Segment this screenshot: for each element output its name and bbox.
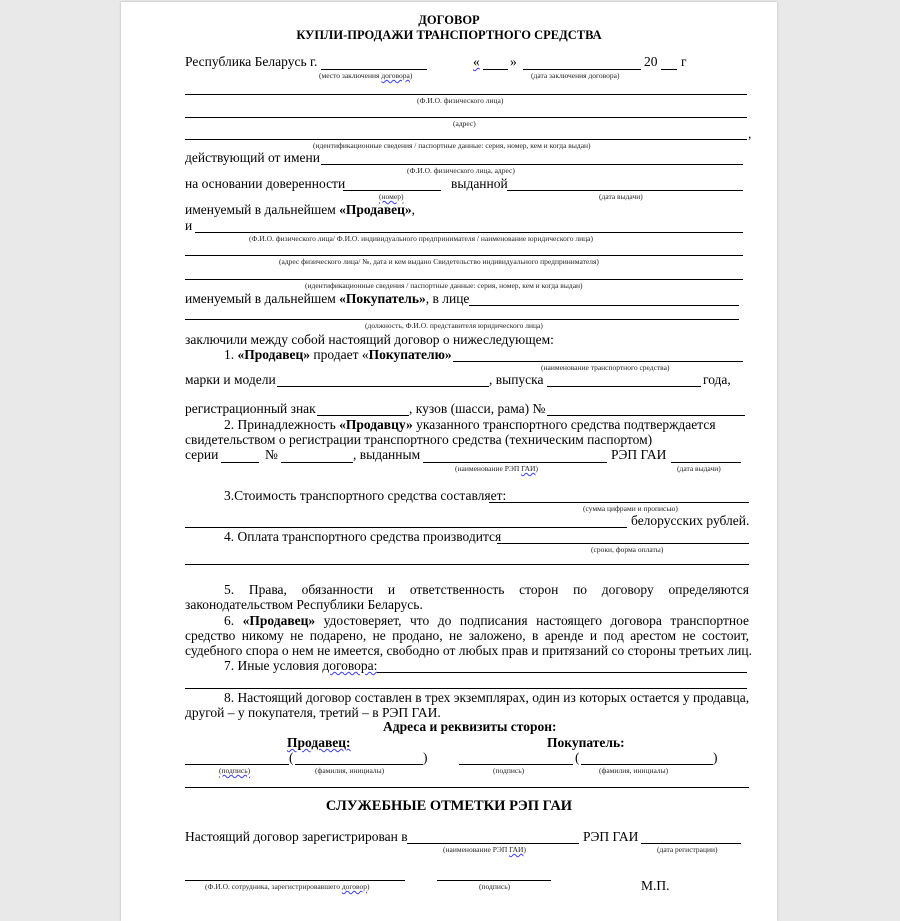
- clause5-line1: 5. Права, обязанности и ответственность сторон по договору определяются: [224, 582, 749, 597]
- hint-sum: (сумма цифрами и прописью): [583, 504, 678, 513]
- seller-signature-field[interactable]: [185, 764, 289, 765]
- intro-text: заключили между собой настоящий договор о нижеследующем:: [185, 332, 554, 347]
- buyer-address-field[interactable]: [185, 255, 743, 256]
- body-number-field[interactable]: [547, 415, 745, 416]
- cert-num-label: №: [265, 447, 278, 462]
- clause2-line2: свидетельством о регистрации транспортного средства (техническим паспортом): [185, 432, 653, 447]
- price-field-2[interactable]: [185, 527, 627, 528]
- reg-rep-field[interactable]: [407, 843, 579, 844]
- acting-label: действующий от имени: [185, 150, 320, 165]
- year-suffix: г: [681, 54, 687, 69]
- hint-buyer-ident: (идентификационные сведения / паспортные данные: серия, номер, кем и когда выдан): [305, 281, 583, 290]
- seller-hereinafter: именуемый в дальнейшем «Продавец»,: [185, 202, 416, 217]
- seller-fio-field[interactable]: [185, 94, 747, 95]
- employee-sign-field[interactable]: [437, 880, 551, 881]
- buyer-name-field[interactable]: [581, 764, 713, 765]
- rep-label: РЭП ГАИ: [611, 447, 667, 462]
- hint-buyer-position: (должность, Ф.И.О. представителя юридического лица): [365, 321, 543, 330]
- rep-name-field[interactable]: [423, 462, 607, 463]
- buyer-signature-field[interactable]: [459, 764, 573, 765]
- hint-seller-ident: (идентификационные сведения / паспортные данные: серия, номер, кем и когда выдан): [313, 141, 591, 150]
- hint-vehicle-name: (наименование транспортного средства): [541, 363, 670, 372]
- section-divider: [185, 787, 749, 788]
- acting-field[interactable]: [321, 164, 743, 165]
- seller-label: Продавец:: [287, 735, 351, 750]
- and-label: и: [185, 218, 193, 233]
- other-terms-field-2[interactable]: [185, 688, 747, 689]
- hint-buyer-name: (фамилия, инициалы): [599, 766, 669, 775]
- hint-rep-name: (наименование РЭП ГАИ): [455, 464, 538, 473]
- clause3-text: 3.Стоимость транспортного средства составляет:: [224, 488, 507, 503]
- clause5-line2: законодательством Республики Беларусь.: [185, 597, 423, 612]
- document-page: [121, 2, 777, 921]
- clause4-text: 4. Оплата транспортного средства производится: [224, 529, 502, 544]
- doc-title: ДОГОВОР: [418, 13, 480, 27]
- seller-paren-open: (: [289, 750, 294, 765]
- quote-open: «: [473, 54, 480, 69]
- proxy-issued-label: выданной: [451, 176, 508, 191]
- hint-buyer-sign: (подпись): [493, 766, 525, 775]
- hint-cert-date: (дата выдачи): [677, 464, 721, 473]
- place-field[interactable]: [321, 69, 427, 70]
- buyer-rep-field-2[interactable]: [185, 319, 739, 320]
- hint-seller-name: (фамилия, инициалы): [315, 766, 385, 775]
- reg-sign-field[interactable]: [317, 415, 409, 416]
- day-field[interactable]: [483, 69, 508, 70]
- month-field[interactable]: [523, 69, 641, 70]
- hint-buyer-fio: (Ф.И.О. физического лица/ Ф.И.О. индивидуального предпринимателя / наименование юридического лица): [249, 234, 593, 243]
- other-terms-field[interactable]: [377, 672, 747, 673]
- hint-buyer-address: (адрес физического лица/ №, дата и кем выдано Свидетельство индивидуального предпринимателя): [279, 257, 599, 266]
- reg-sign-label: регистрационный знак: [185, 401, 316, 416]
- buyer-paren-close: ): [713, 750, 718, 765]
- clause1-text: 1. «Продавец» продает «Покупателю»: [224, 347, 452, 362]
- vehicle-name-field[interactable]: [453, 361, 743, 362]
- clause7-text: 7. Иные условия договора:: [224, 658, 378, 673]
- hint-employee: (Ф.И.О. сотрудника, зарегистрировавшего договор): [205, 882, 370, 891]
- stamp-label: М.П.: [641, 878, 670, 893]
- service-rep-label: РЭП ГАИ: [583, 829, 639, 844]
- proxy-label: на основании доверенности: [185, 176, 346, 191]
- hint-employee-sign: (подпись): [479, 882, 511, 891]
- place-prefix: Республика Беларусь г.: [185, 54, 318, 69]
- year-prefix: 20: [644, 54, 658, 69]
- year-suffix-label: года,: [703, 372, 731, 387]
- body-label: , кузов (шасси, рама) №: [409, 401, 546, 416]
- cert-date-field[interactable]: [671, 462, 741, 463]
- proxy-number-field[interactable]: [343, 190, 441, 191]
- cert-number-field[interactable]: [281, 462, 353, 463]
- proxy-date-field[interactable]: [507, 190, 743, 191]
- clause6-line2: средство никому не подарено, не продано, не заложено, в аренде и под арестом не состоит,: [185, 628, 749, 643]
- buyer-hereinafter: именуемый в дальнейшем «Покупатель», в лице: [185, 291, 470, 306]
- payment-field[interactable]: [497, 543, 749, 544]
- buyer-paren-open: (: [575, 750, 580, 765]
- hint-seller-sign: (подпись): [219, 766, 251, 775]
- hint-reg-date: (дата регистрации): [657, 845, 718, 854]
- hint-seller-fio: (Ф.И.О. физического лица): [417, 96, 504, 105]
- payment-field-2[interactable]: [185, 564, 749, 565]
- employee-field[interactable]: [185, 880, 405, 881]
- buyer-ident-field[interactable]: [185, 279, 743, 280]
- hint-terms: (сроки, форма оплаты): [591, 545, 664, 554]
- clause8-line1: 8. Настоящий договор составлен в трех экземплярах, один из которых остается у продавца,: [224, 690, 750, 705]
- year-field[interactable]: [661, 69, 677, 70]
- year-label: , выпуска: [489, 372, 544, 387]
- buyer-fio-field[interactable]: [195, 232, 743, 233]
- hint-seller-address: (адрес): [453, 119, 476, 128]
- buyer-rep-field[interactable]: [469, 305, 739, 306]
- hint-date: (дата заключения договора): [531, 71, 620, 80]
- price-field[interactable]: [489, 502, 749, 503]
- seller-address-field[interactable]: [185, 117, 747, 118]
- seller-paren-close: ): [423, 750, 428, 765]
- doc-subtitle: КУПЛИ-ПРОДАЖИ ТРАНСПОРТНОГО СРЕДСТВА: [296, 28, 602, 42]
- registered-label: Настоящий договор зарегистрирован в: [185, 829, 408, 844]
- clause8-line2: другой – у покупателя, третий – в РЭП ГАИ.: [185, 705, 441, 720]
- series-field[interactable]: [221, 462, 259, 463]
- hint-place: (место заключения договора): [319, 71, 413, 80]
- seller-ident-comma: ,: [748, 126, 752, 141]
- reg-date-field[interactable]: [641, 843, 741, 844]
- seller-ident-field[interactable]: [185, 139, 747, 140]
- hint-fio-addr: (Ф.И.О. физического лица, адрес): [407, 166, 515, 175]
- clause2-line1: 2. Принадлежность «Продавцу» указанного транспортного средства подтверждается: [224, 417, 716, 432]
- series-label: серии: [185, 447, 219, 462]
- clause6-line1: 6. «Продавец» удостоверяет, что до подписания настоящего договора транспортное: [224, 613, 750, 628]
- make-label: марки и модели: [185, 372, 276, 387]
- hint-proxy-number: (номер): [379, 192, 404, 201]
- service-heading: СЛУЖЕБНЫЕ ОТМЕТКИ РЭП ГАИ: [325, 798, 573, 814]
- hint-proxy-date: (дата выдачи): [599, 192, 643, 201]
- quote-close: »: [510, 54, 517, 69]
- buyer-label: Покупатель:: [547, 735, 625, 750]
- make-field[interactable]: [277, 386, 489, 387]
- clause6-line3: судебного спора о нем не имеется, свободно от любых прав и притязаний со стороны третьих лиц.: [185, 643, 752, 658]
- seller-name-field[interactable]: [295, 764, 423, 765]
- signatures-heading: Адреса и реквизиты сторон:: [383, 719, 557, 734]
- hint-service-rep: (наименование РЭП ГАИ): [443, 845, 526, 854]
- cert-issued-label: , выданным: [353, 447, 421, 462]
- currency-label: белорусских рублей.: [631, 513, 750, 528]
- vehicle-year-field[interactable]: [547, 386, 701, 387]
